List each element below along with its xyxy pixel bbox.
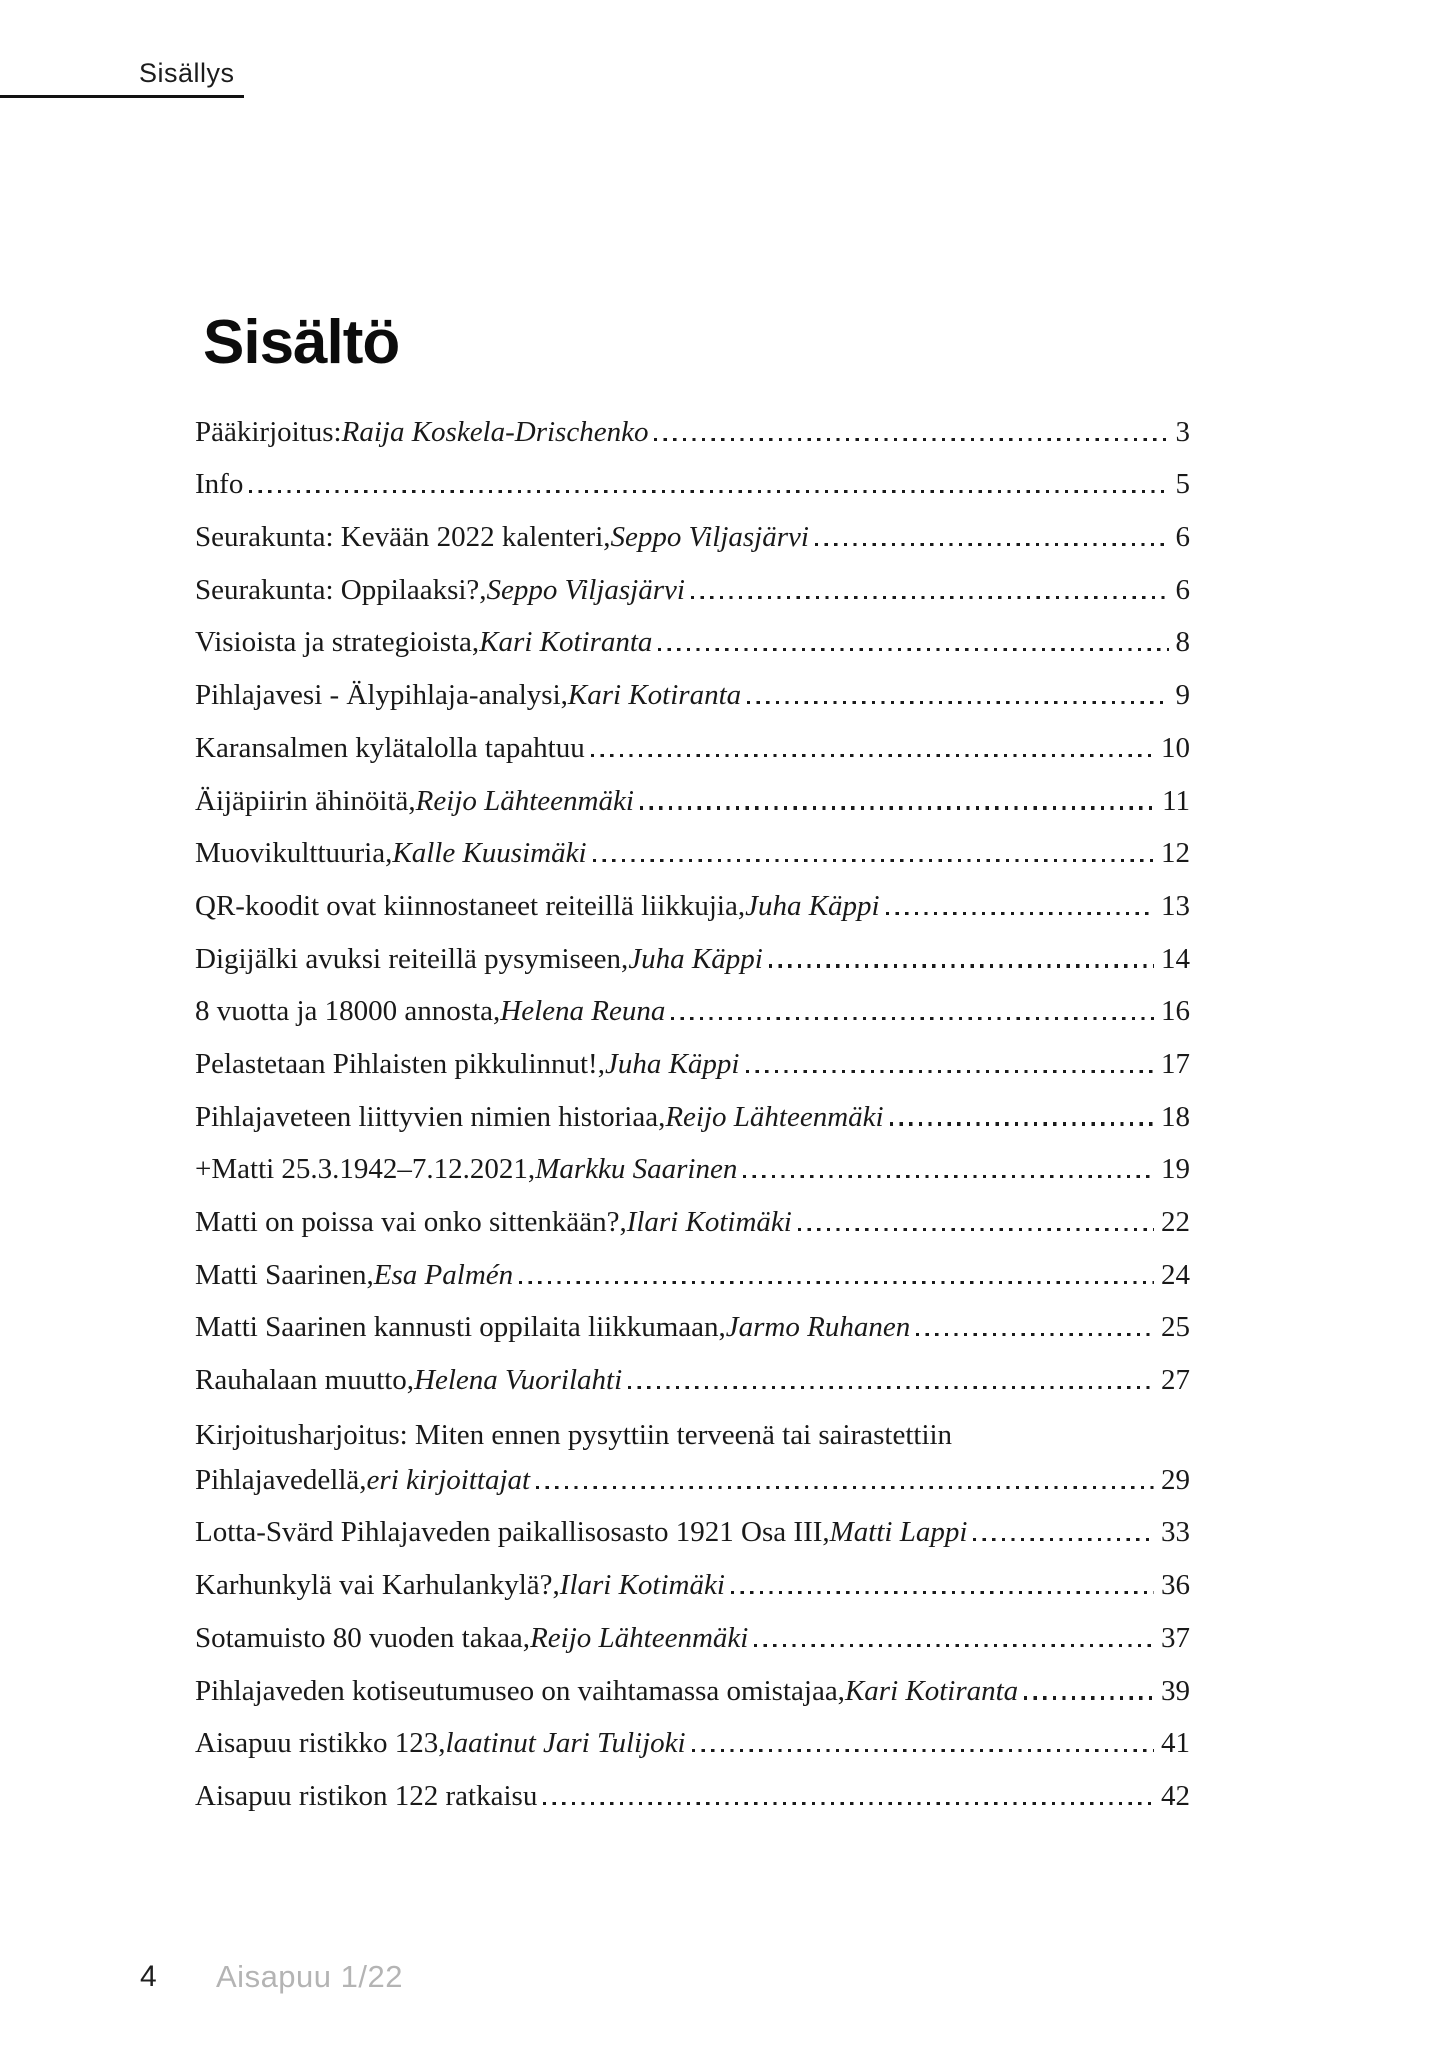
toc-entry <box>195 1298 1190 1351</box>
toc-dot-leader <box>591 754 1154 757</box>
toc-page-number: 41 <box>1161 1727 1190 1760</box>
toc-entry <box>195 929 1190 982</box>
toc-page-number: 36 <box>1161 1569 1190 1602</box>
toc-page-number: 9 <box>1175 679 1190 712</box>
toc-entry-text: Sotamuisto 80 vuoden takaa, <box>195 1621 531 1654</box>
toc-dot-leader <box>640 806 1155 809</box>
toc-entry-text: Pihlajaveden kotiseutumuseo on vaihtamassa omistajaa, <box>195 1674 845 1707</box>
toc-entry-author: Kari Kotiranta <box>844 1674 1019 1707</box>
toc-page-number: 33 <box>1161 1516 1190 1549</box>
toc-entry <box>195 1034 1190 1087</box>
toc-page-number: 6 <box>1175 521 1190 554</box>
toc-entry-author: Juha Käppi <box>745 889 880 922</box>
toc-entry-continuation-line <box>195 1411 1190 1450</box>
toc-entry-text: Pääkirjoitus: <box>195 415 342 448</box>
toc-page-number: 13 <box>1161 889 1190 922</box>
toc-dot-leader <box>815 543 1169 546</box>
toc-entry <box>195 1450 1190 1503</box>
toc-page-number: 25 <box>1161 1311 1190 1344</box>
toc-entry-text: Lotta-Svärd Pihlajaveden paikallisosasto 1921 Osa III, <box>195 1516 830 1549</box>
toc-page-number: 42 <box>1161 1779 1190 1812</box>
toc-page-number: 37 <box>1161 1621 1190 1654</box>
toc-entry-author: Reijo Lähteenmäki <box>415 784 634 817</box>
toc-dot-leader <box>691 596 1169 599</box>
toc-entry-text: Kirjoitusharjoitus: Miten ennen pysyttiin terveenä tai sairastettiin <box>195 1419 953 1452</box>
toc-entry-text: Pihlajavedellä, <box>195 1463 367 1496</box>
toc-dot-leader <box>746 1070 1155 1073</box>
toc-entry-author: Kalle Kuusimäki <box>392 837 587 870</box>
toc-dot-leader <box>593 859 1155 862</box>
toc-entry <box>195 507 1190 560</box>
toc-dot-leader <box>916 1333 1154 1336</box>
toc-page-number: 12 <box>1161 837 1190 870</box>
toc-page-number: 27 <box>1161 1364 1190 1397</box>
toc-dot-leader <box>731 1591 1154 1594</box>
toc-dot-leader <box>886 912 1154 915</box>
toc-dot-leader <box>671 1017 1154 1020</box>
toc-dot-leader <box>692 1749 1154 1752</box>
toc-entry <box>195 455 1190 508</box>
toc-page-number: 8 <box>1175 626 1190 659</box>
running-header-label: Sisällys <box>139 58 235 88</box>
toc-page-number: 29 <box>1161 1463 1190 1496</box>
toc-dot-leader <box>1024 1696 1154 1699</box>
toc-entry <box>195 1555 1190 1608</box>
toc-entry-author: laatinut Jari Tulijoki <box>445 1727 686 1760</box>
toc-entry-text: Muovikulttuuria, <box>195 837 393 870</box>
toc-page-number: 6 <box>1175 573 1190 606</box>
toc-entry <box>195 1245 1190 1298</box>
toc-page-number: 11 <box>1162 784 1190 817</box>
toc-page-number: 24 <box>1161 1258 1190 1291</box>
toc-entry <box>195 824 1190 877</box>
toc-entry <box>195 771 1190 824</box>
toc-entry-author: Ilari Kotimäki <box>626 1206 792 1238</box>
toc-entry <box>195 1087 1190 1140</box>
toc-entry-text: QR-koodit ovat kiinnostaneet reiteillä liikkujia, <box>195 889 746 922</box>
toc-entry-author: Reijo Lähteenmäki <box>665 1100 884 1133</box>
toc-entry-author: Esa Palmén <box>373 1258 514 1291</box>
toc-entry <box>195 1503 1190 1556</box>
toc-entry-text: Karansalmen kylätalolla tapahtuu <box>195 731 585 764</box>
toc-entry-author: Juha Käppi <box>604 1047 740 1080</box>
toc-entry-author: Jarmo Ruhanen <box>725 1311 911 1344</box>
toc-page-number: 14 <box>1161 942 1190 975</box>
toc-entry-author: Juha Käppi <box>628 942 763 975</box>
toc-entry-text: Pelastetaan Pihlaisten pikkulinnut!, <box>195 1047 605 1080</box>
toc-dot-leader <box>754 1644 1154 1647</box>
toc-page-number: 5 <box>1175 468 1190 501</box>
toc-dot-leader <box>798 1228 1154 1231</box>
footer-page-number: 4 <box>140 1960 157 1993</box>
toc-dot-leader <box>543 1802 1154 1805</box>
toc-entry-text: Karhunkylä vai Karhulankylä?, <box>195 1569 560 1602</box>
toc-entry-text: 8 vuotta ja 18000 annosta, <box>195 995 501 1028</box>
toc-entry <box>195 982 1190 1035</box>
toc-dot-leader <box>654 438 1168 441</box>
toc-dot-leader <box>973 1538 1154 1541</box>
toc-dot-leader <box>536 1486 1154 1489</box>
toc-dot-leader <box>743 1175 1154 1178</box>
toc-entry-text: Seurakunta: Oppilaaksi?, <box>195 573 487 606</box>
toc-entry-author: Helena Reuna <box>500 995 666 1028</box>
toc-entry-author: Raija Koskela-Drischenko <box>341 415 649 448</box>
toc-entry-text: +Matti 25.3.1942–7.12.2021, <box>195 1153 536 1186</box>
toc-entry <box>195 1766 1190 1819</box>
toc-dot-leader <box>628 1386 1154 1389</box>
toc-entry-author: Seppo Viljasjärvi <box>486 573 685 606</box>
toc-entry-text: Info <box>195 468 244 501</box>
toc-entry-author: Seppo Viljasjärvi <box>610 521 809 554</box>
header-rule <box>0 95 244 98</box>
toc-entry-text: Pihlajavesi - Älypihlaja-analysi, <box>195 679 568 712</box>
toc-entry <box>195 1350 1190 1403</box>
toc-entry <box>195 560 1190 613</box>
toc-entry <box>195 665 1190 718</box>
toc-dot-leader <box>890 1122 1154 1125</box>
toc-entry <box>195 402 1190 455</box>
toc-entry-text: Aisapuu ristikon 122 ratkaisu <box>195 1779 538 1812</box>
toc-entry-text: Rauhalaan muutto, <box>195 1364 415 1397</box>
toc-entry-text: Digijälki avuksi reiteillä pysymiseen, <box>195 942 629 975</box>
toc-entry-author: Kari Kotiranta <box>479 626 653 659</box>
toc-entry-author: eri kirjoittajat <box>366 1463 531 1496</box>
toc-entry-author: Reijo Lähteenmäki <box>530 1621 749 1654</box>
toc-list <box>195 402 1190 1819</box>
toc-entry-text: Aisapuu ristikko 123, <box>195 1727 446 1760</box>
toc-dot-leader <box>519 1281 1154 1284</box>
toc-entry <box>195 1608 1190 1661</box>
toc-entry <box>195 1661 1190 1714</box>
toc-entry-text: Pihlajaveteen liittyvien nimien historiaa, <box>195 1100 666 1133</box>
toc-entry-text: Visioista ja strategioista, <box>195 626 480 659</box>
toc-entry-author: Matti Lappi <box>829 1516 968 1549</box>
toc-entry-author: Markku Saarinen <box>535 1153 738 1186</box>
toc-page-number: 10 <box>1161 731 1190 764</box>
toc-page-number: 3 <box>1175 415 1190 448</box>
toc-entry <box>195 1140 1190 1193</box>
toc-dot-leader <box>769 964 1154 967</box>
toc-page-number: 22 <box>1161 1206 1190 1238</box>
toc-page-number: 17 <box>1161 1047 1190 1080</box>
footer-issue-label: Aisapuu 1/22 <box>216 1959 403 1994</box>
toc-page-number: 16 <box>1161 995 1190 1028</box>
toc-entry <box>195 1192 1190 1245</box>
toc-dot-leader <box>747 701 1168 704</box>
toc-dot-leader <box>658 648 1168 651</box>
toc-entry-author: Ilari Kotimäki <box>559 1569 725 1602</box>
toc-entry-text: Matti Saarinen, <box>195 1258 374 1291</box>
toc-page-number: 39 <box>1161 1674 1190 1707</box>
toc-entry <box>195 613 1190 666</box>
toc-entry-author: Helena Vuorilahti <box>414 1364 623 1397</box>
toc-entry-text: Seurakunta: Kevään 2022 kalenteri, <box>195 521 611 554</box>
toc-entry-text: Matti on poissa vai onko sittenkään?, <box>195 1206 627 1238</box>
toc-entry <box>195 1714 1190 1767</box>
toc-entry-text: Äijäpiirin ähinöitä, <box>195 784 416 817</box>
toc-dot-leader <box>249 490 1168 493</box>
toc-page-number: 19 <box>1161 1153 1190 1186</box>
toc-entry <box>195 876 1190 929</box>
toc-page-number: 18 <box>1161 1100 1190 1133</box>
toc-entry <box>195 718 1190 771</box>
page-title: Sisältö <box>203 307 400 377</box>
toc-entry-author: Kari Kotiranta <box>567 679 742 712</box>
toc-entry-text: Matti Saarinen kannusti oppilaita liikkumaan, <box>195 1311 726 1344</box>
